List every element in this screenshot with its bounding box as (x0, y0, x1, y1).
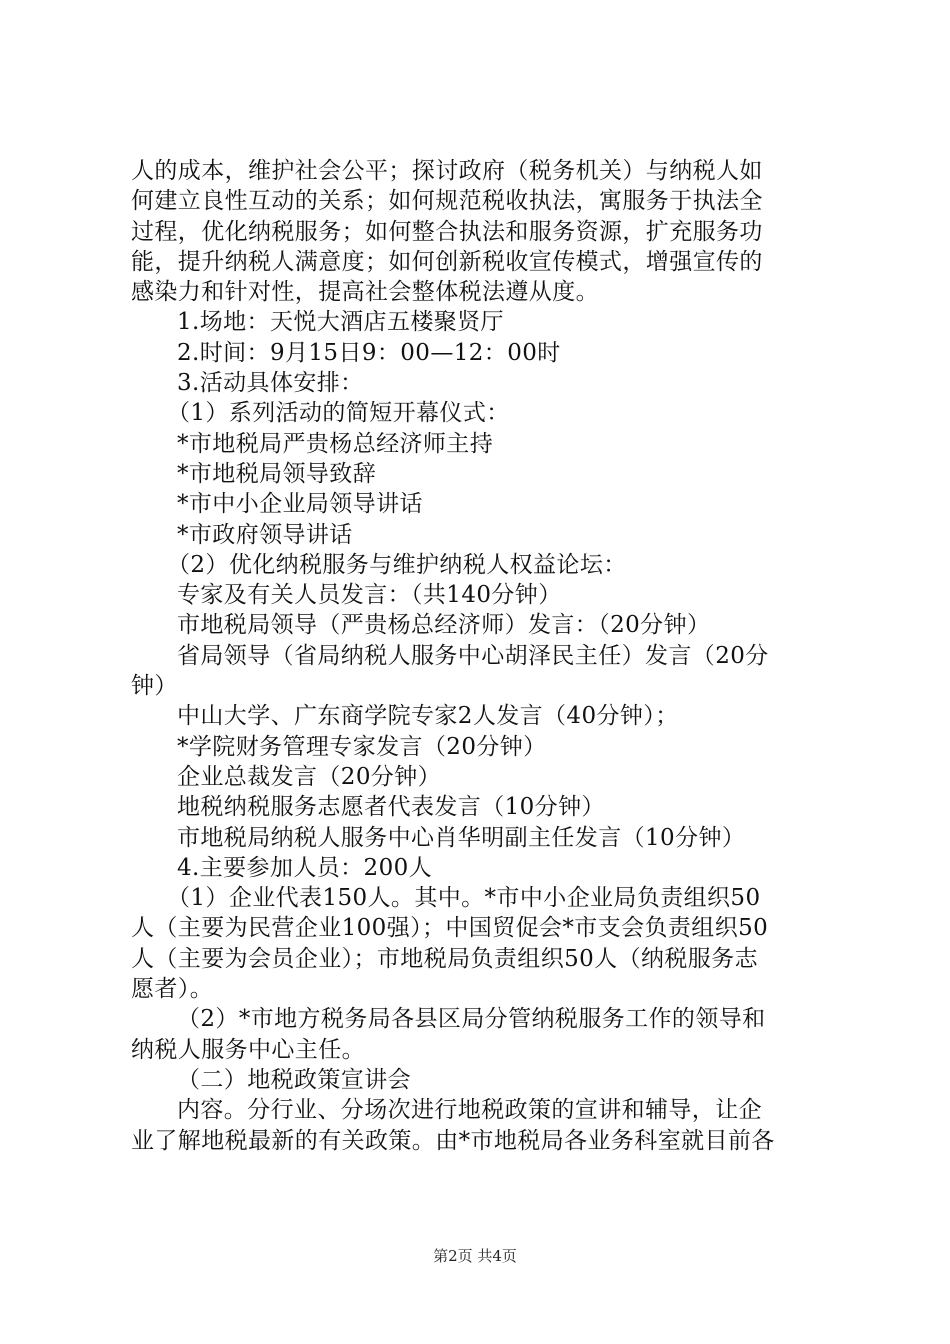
participants-item: （2）*市地方税务局各县区局分管纳税服务工作的领导和 (177, 1006, 766, 1033)
paragraph-line: 感染力和针对性，提高社会整体税法遵从度。 (131, 279, 599, 306)
forum-item: 省局领导（省局纳税人服务中心胡泽民主任）发言（20分 (177, 642, 769, 669)
paragraph-line: 内容。分行业、分场次进行地税政策的宣讲和辅导，让企 (177, 1097, 762, 1124)
participants-item-continued: 人（主要为民营企业100强）；中国贸促会*市支会负责组织50 (131, 915, 769, 942)
forum-item: 市地税局领导（严贵杨总经济师）发言：（20分钟） (177, 612, 711, 639)
page-footer: 第2页 共4页 (433, 1247, 517, 1265)
ceremony-item: *市地税局严贵杨总经济师主持 (177, 430, 494, 457)
paragraph-line: 何建立良性互动的关系；如何规范税收执法，寓服务于执法全 (131, 188, 763, 215)
venue-line: 1.场地：天悦大酒店五楼聚贤厅 (177, 309, 504, 336)
participants-heading: 4.主要参加人员：200人 (177, 854, 433, 881)
forum-item: 企业总裁发言（20分钟） (177, 763, 442, 790)
document-body (131, 156, 831, 1156)
paragraph-line: 能，提升纳税人满意度；如何创新税收宣传模式，增强宣传的 (131, 248, 763, 275)
paragraph-line: 业了解地税最新的有关政策。由*市地税局各业务科室就目前各 (131, 1127, 775, 1154)
ceremony-item: *市地税局领导致辞 (177, 460, 377, 487)
ceremony-item: *市中小企业局领导讲话 (177, 491, 423, 518)
forum-item-continued: 钟） (131, 673, 178, 700)
ceremony-item: *市政府领导讲话 (177, 521, 353, 548)
section-heading: （二）地税政策宣讲会 (177, 1066, 411, 1093)
forum-item: 地税纳税服务志愿者代表发言（10分钟） (177, 794, 605, 821)
forum-item: 市地税局纳税人服务中心肖华明副主任发言（10分钟） (177, 824, 746, 851)
time-line: 2.时间：9月15日9：00—12：00时 (177, 339, 561, 366)
opening-ceremony-heading: （1）系列活动的简短开幕仪式： (167, 400, 510, 427)
participants-item-continued: 人（主要为会员企业）；市地税局负责组织50人（纳税服务志 (131, 945, 758, 972)
paragraph-line: 过程，优化纳税服务；如何整合执法和服务资源，扩充服务功 (131, 218, 763, 245)
participants-item-continued: 愿者）。 (131, 976, 214, 1003)
participants-item: （1）企业代表150人。其中。*市中小企业局负责组织50 (167, 885, 761, 912)
schedule-heading: 3.活动具体安排： (177, 370, 364, 397)
forum-item: *学院财务管理专家发言（20分钟） (177, 733, 547, 760)
forum-item: 专家及有关人员发言：（共140分钟） (177, 582, 562, 609)
paragraph-line: 人的成本，维护社会公平；探讨政府（税务机关）与纳税人如 (131, 158, 763, 184)
participants-item-continued: 纳税人服务中心主任。 (131, 1036, 365, 1063)
forum-heading: （2）优化纳税服务与维护纳税人权益论坛： (167, 551, 627, 578)
forum-item: 中山大学、广东商学院专家2人发言（40分钟）； (177, 703, 679, 730)
